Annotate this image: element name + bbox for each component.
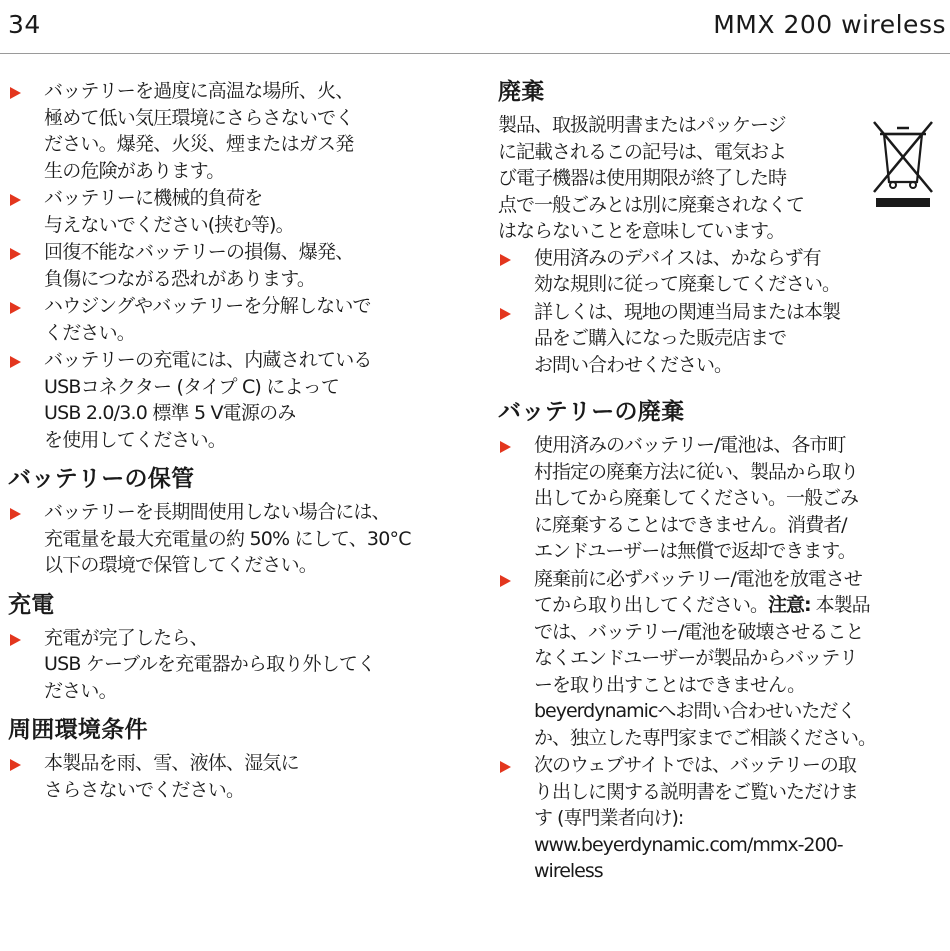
bullet-arrow-icon — [500, 575, 511, 587]
website-url-cont: wireless — [534, 860, 603, 882]
list-item: バッテリーの充電には、内蔵されている USBコネクター (タイプ C) によって USB 2.0/3.0 標準 5 V電源のみ を使用してください。 — [8, 347, 453, 453]
bullet-arrow-icon — [10, 87, 21, 99]
product-name: MMX 200 wireless — [713, 10, 946, 39]
page-number: 34 — [8, 10, 41, 39]
bullet-arrow-icon — [500, 441, 511, 453]
section-heading-battery-storage: バッテリーの保管 — [8, 466, 195, 492]
disposal-section — [498, 78, 948, 378]
list-item: 本製品を雨、雪、液体、湿気に さらさないでください。 — [8, 750, 453, 803]
header-divider — [0, 53, 950, 54]
bullet-arrow-icon — [500, 761, 511, 773]
bullet-arrow-icon — [10, 634, 21, 646]
right-column — [498, 78, 948, 897]
section-heading-battery-disposal: バッテリーの廃棄 — [498, 399, 685, 425]
bullet-arrow-icon — [10, 248, 21, 260]
charging-section — [8, 591, 453, 705]
list-item: バッテリーを長期間使用しない場合には、 充電量を最大充電量の約 50% にして、30°C 以下の環境で保管してください。 — [8, 499, 453, 579]
list-item: バッテリーに機械的負荷を 与えないでください(挟む等)。 — [8, 185, 453, 238]
bullet-arrow-icon — [10, 302, 21, 314]
list-item: 回復不能なバッテリーの損傷、爆発、 負傷につながる恐れがあります。 — [8, 239, 453, 292]
bullet-arrow-icon — [10, 759, 21, 771]
section-heading-disposal: 廃棄 — [498, 79, 545, 105]
list-item: 使用済みのデバイスは、かならず有 効な規則に従って廃棄してください。 — [498, 245, 948, 298]
list-item: 詳しくは、現地の関連当局または本製 品をご購入になった販売店まで お問い合わせください。 — [498, 299, 948, 379]
list-item: ハウジングやバッテリーを分解しないで ください。 — [8, 293, 453, 346]
website-url: www.beyerdynamic.com/mmx-200- — [534, 833, 843, 856]
environment-section — [8, 716, 453, 803]
list-item: 廃棄前に必ずバッテリー/電池を放電させ てから取り出してください。注意: 本製品 では、バッテリー/電池を破壊させること なくエンドユーザーが製品からバッテリ ーを取り出すことはできません。 beyerdynamicへお問い合わせいただく か、独立した専門家までご相談ください。 — [498, 566, 948, 752]
list-item: 使用済みのバッテリー/電池は、各市町 村指定の廃棄方法に従い、製品から取り 出してから廃棄してください。一般ごみ に廃棄することはできません。消費者/ エンドユーザーは無償で返却できます。 — [498, 432, 948, 565]
crossed-out-wheelie-bin-icon — [870, 114, 936, 208]
battery-disposal-section — [498, 398, 948, 885]
bullet-arrow-icon — [500, 308, 511, 320]
list-item: 次のウェブサイトでは、バッテリーの取 り出しに関する説明書をご覧いただけま す (専門業者向け): www.beyerdynamic.com/mmx-200- wireless — [498, 752, 948, 885]
list-item: バッテリーを過度に高温な場所、火、 極めて低い気圧環境にさらさないでく ださい。爆発、火災、煙またはガス発 生の危険があります。 — [8, 78, 453, 184]
bullet-arrow-icon — [10, 508, 21, 520]
disposal-intro-text: 製品、取扱説明書またはパッケージ に記載されるこの記号は、電気およ び電子機器は使用期限が終了した時 点で一般ごみとは別に廃棄されなくて はならないことを意味しています。 — [498, 114, 805, 242]
list-item: 充電が完了したら、 USB ケーブルを充電器から取り外してく ださい。 — [8, 625, 453, 705]
battery-storage-section — [8, 465, 453, 579]
bullet-arrow-icon — [10, 194, 21, 206]
bullet-arrow-icon — [10, 356, 21, 368]
section-heading-environment: 周囲環境条件 — [8, 717, 148, 743]
section-heading-charging: 充電 — [8, 591, 55, 618]
battery-safety-list — [8, 78, 453, 453]
note-label: 注意: — [768, 594, 811, 616]
left-column — [8, 78, 453, 815]
bullet-arrow-icon — [500, 254, 511, 266]
battery-safety-section — [8, 78, 453, 453]
